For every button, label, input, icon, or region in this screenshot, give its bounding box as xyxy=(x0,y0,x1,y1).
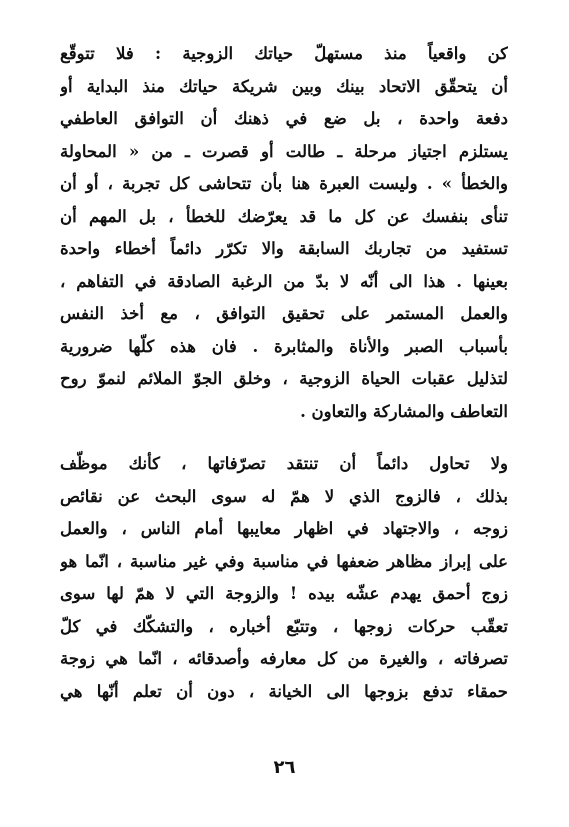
text-line: تعقّب حركات زوجها ، وتتبّع أخباره ، والتشكّك في كلّ xyxy=(60,616,508,636)
text-line: بعينها . هذا الى أنّه لا بدّ من الرغبة الصادقة في التفاهم ، xyxy=(60,271,508,291)
text-line: والعمل المستمر على تحقيق التوافق ، مع أخذ النفس xyxy=(60,304,508,323)
text-line: كن واقعياً منذ مستهلّ حياتك الزوجية : فلا تتوقّع xyxy=(60,44,508,63)
paragraph-1 xyxy=(60,38,508,428)
document-page xyxy=(60,38,508,708)
text-line: لتذليل عقبات الحياة الزوجية ، وخلق الجوّ الملائم لنموّ روح xyxy=(60,369,508,388)
text-line: بأسباب الصبر والأناة والمثابرة . فان هذه كلّها ضرورية xyxy=(60,336,508,356)
text-line: زوجه ، والاجتهاد في اظهار معايبها أمام الناس ، والعمل xyxy=(60,519,508,538)
text-line: تصرفاته ، والغيرة من كل معارفه وأصدقائه ، انّما هي زوجة xyxy=(60,649,508,668)
text-line: ولا تحاول دائماً أن تنتقد تصرّفاتها ، كأنك موظّف xyxy=(60,454,508,473)
paragraph-spacer xyxy=(60,428,508,448)
text-line: أن يتحقّق الاتحاد بينك وبين شريكة حياتك منذ البداية أو xyxy=(60,76,508,96)
text-line: التعاطف والمشاركة والتعاون . xyxy=(300,401,508,421)
text-line: زوج أحمق يهدم عشّه بيده ! والزوجة التي لا همّ لها سوى xyxy=(60,584,508,603)
text-line: حمقاء تدفع بزوجها الى الخيانة ، دون أن تعلم أنّها هي xyxy=(60,681,508,701)
text-line: يستلزم اجتياز مرحلة ـ طالت أو قصرت ـ من « المحاولة xyxy=(60,141,508,161)
text-line: تنأى بنفسك عن كل ما قد يعرّضك للخطأ ، بل المهم أن xyxy=(60,206,508,226)
text-line: تستفيد من تجاربك السابقة والا تكرّر دائماً أخطاء واحدة xyxy=(60,239,508,258)
text-line: والخطأ » . وليست العبرة هنا بأن تتحاشى كل تجربة ، أو أن xyxy=(60,174,508,193)
text-line: بذلك ، فالزوج الذي لا همّ له سوى البحث عن نقائص xyxy=(60,486,508,506)
paragraph-2 xyxy=(60,448,508,708)
text-line: دفعة واحدة ، بل ضع في ذهنك أن التوافق العاطفي xyxy=(60,109,508,128)
page-number: ٢٦ xyxy=(273,757,296,778)
text-line: على إبراز مظاهر ضعفها في مناسبة وفي غير مناسبة ، انّما هو xyxy=(60,551,508,571)
